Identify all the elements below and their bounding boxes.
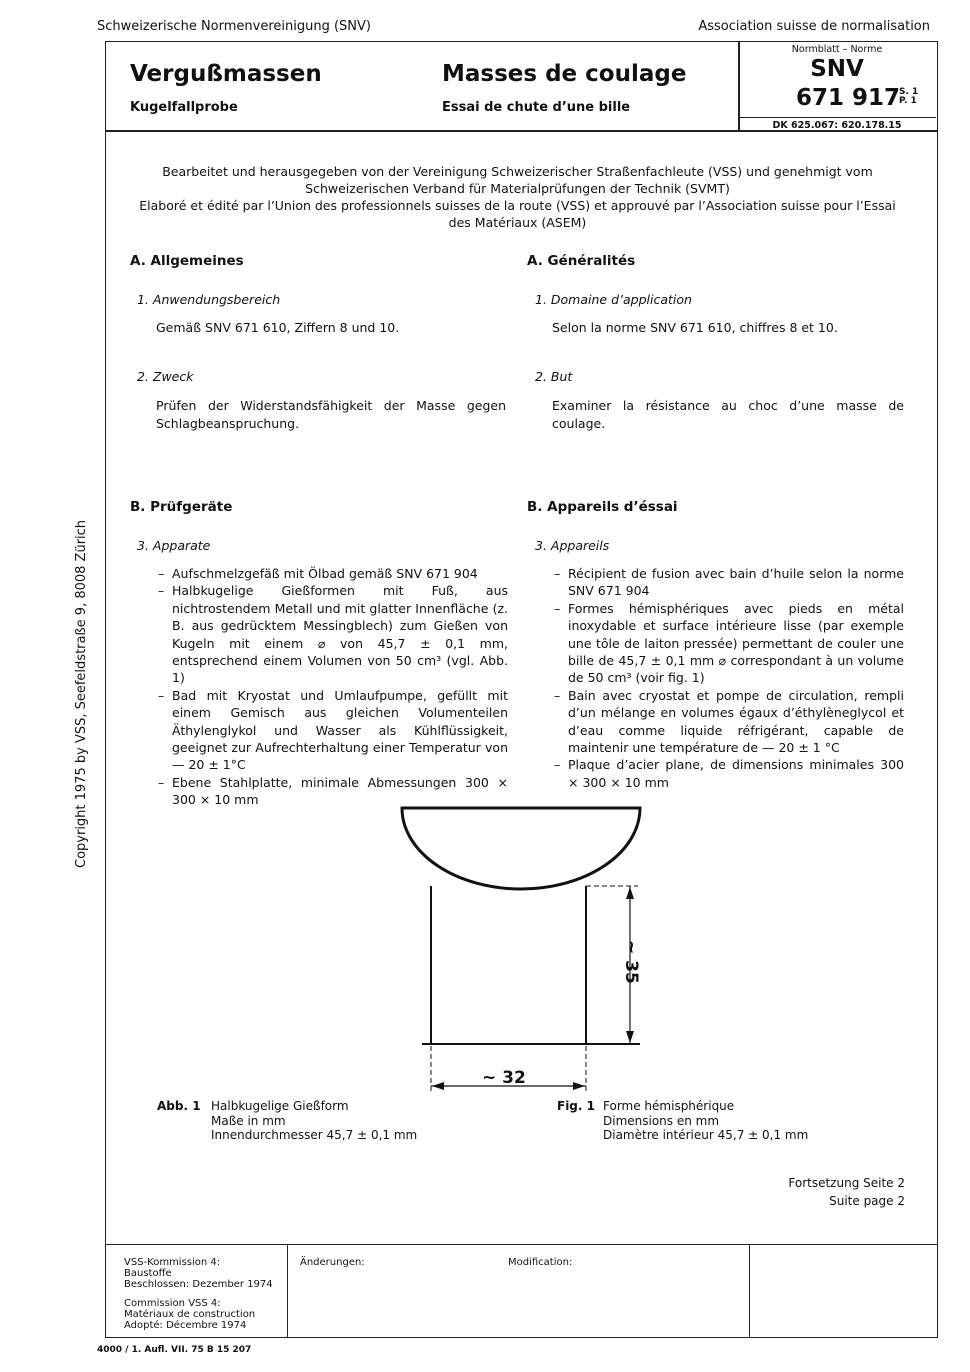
org-name-fr: Association suisse de normalisation	[698, 19, 930, 34]
list-item: – Halbkugelige Gießformen mit Fuß, aus nichtrostendem Metall und mit glatter Innenfläche (z. B. aus gedrücktem Messingblech) zum Gießen von Kugeln mit einem ⌀ von 45,7 ± 0,1 mm, entsprechend einem Volumen von 50 cm³ (vgl. Abb. 1)	[158, 583, 508, 686]
sheet-s: S. 1	[899, 87, 919, 97]
print-info: 4000 / 1. Aufl. VII. 75 B 15 207	[97, 1345, 252, 1355]
list-item-text: Formes hémisphériques avec pieds en métal inoxydable et surface intérieure lisse (par exemple une tôle de laiton pressée) permettant de couler une bille de 45,7 ± 0,1 mm ⌀ correspondant à un volume de 50 cm³ (voir fig. 1)	[568, 600, 904, 686]
list-item: – Récipient de fusion avec bain d’huile selon la norme SNV 671 904	[554, 566, 904, 599]
subtitle-fr: Essai de chute d’une bille	[442, 100, 631, 115]
vss-commission-de	[124, 1257, 273, 1290]
list-item: – Formes hémisphériques avec pieds en métal inoxydable et surface intérieure lisse (par exemple une tôle de laiton pressée) permettant de couler une bille de 45,7 ± 0,1 mm ⌀ correspondant à un volume de 50 cm³ (voir fig. 1)	[554, 600, 904, 686]
section-b-de: B. Prüfgeräte	[130, 499, 233, 515]
dim-height-label	[585, 940, 641, 1020]
vss-fr-line: Commission VSS 4:	[124, 1298, 221, 1309]
list-item: – Ebene Stahlplatte, minimale Abmessungen 300 × 300 × 10 mm	[158, 774, 508, 808]
list-item-text: Récipient de fusion avec bain d’huile selon la norme SNV 671 904	[568, 566, 904, 599]
intro-fr: Elaboré et édité par l’Union des professionnels suisses de la route (VSS) et approuvé par l’Association suisse pour l’Essai des Matériaux (ASEM)	[139, 198, 896, 230]
list-item: – Bad mit Kryostat und Umlaufpumpe, gefüllt mit einem Gemisch aus gleichen Volumenteilen Äthylenglykol und Wasser als Kühlflüssigkeit, geeignet zur Aufrechterhaltung einer Temperatur von — 20 ± 1°C	[158, 687, 508, 773]
hemisphere-shape	[402, 808, 640, 889]
caption-fr-line: Diamètre intérieur 45,7 ± 0,1 mm	[603, 1128, 809, 1142]
dim-height-text: ~ 35	[621, 940, 641, 984]
caption-de-line: Maße in mm	[211, 1113, 286, 1128]
caption-de-line: Halbkugelige Gießform	[211, 1099, 349, 1113]
sheet-p: P. 1	[899, 96, 917, 106]
para-1-de: Gemäß SNV 671 610, Ziffern 8 und 10.	[156, 320, 400, 335]
sheet-number	[899, 88, 918, 106]
caption-de	[211, 1099, 417, 1143]
apparatus-list-fr	[554, 565, 904, 791]
caption-de-line: Innendurchmesser 45,7 ± 0,1 mm	[211, 1128, 418, 1142]
norm-number: 671 917	[796, 85, 901, 111]
vss-de-line: Baustoffe	[124, 1268, 172, 1279]
list-item: – Bain avec cryostat et pompe de circulation, rempli d’un mélange en volumes égaux d’éthylèneglycol et d’eau comme liquide réfrigérant, capable de maintenir une température de — 20 ± 1 °C	[554, 687, 904, 756]
continuation-note	[788, 1174, 905, 1210]
vss-de-line: Beschlossen: Dezember 1974	[124, 1279, 273, 1290]
snv-label: SNV	[810, 56, 864, 82]
arrow-up	[626, 887, 634, 899]
normblatt-label: Normblatt – Norme	[791, 44, 883, 55]
heading-3-de: 3. Apparate	[137, 538, 211, 553]
continuation-fr: Suite page 2	[829, 1194, 905, 1208]
heading-1-de: 1. Anwendungsbereich	[137, 292, 281, 307]
caption-fr-line: Dimensions en mm	[603, 1113, 720, 1128]
vss-fr-line: Matériaux de construction	[124, 1309, 256, 1320]
footer-top-line	[105, 1244, 938, 1245]
footer-divider-1	[287, 1244, 288, 1337]
intro-de: Bearbeitet und herausgegeben von der Vereinigung Schweizerischer Straßenfachleute (VSS) und genehmigt vom Schweizerischen Verband für Materialprüfungen der Technik (SVMT)	[162, 164, 873, 196]
heading-2-fr: 2. But	[535, 369, 573, 384]
vss-fr-line: Adopté: Décembre 1974	[124, 1320, 247, 1331]
subtitle-de: Kugelfallprobe	[130, 100, 238, 115]
list-item-text: Plaque d’acier plane, de dimensions minimales 300 × 300 × 10 mm	[568, 757, 904, 790]
heading-3-fr: 3. Appareils	[535, 538, 610, 553]
changes-label-de: Änderungen:	[300, 1257, 365, 1268]
arrow-right	[573, 1082, 585, 1090]
title-fr: Masses de coulage	[442, 61, 687, 87]
mold-drawing	[390, 800, 660, 1095]
list-item: – Aufschmelzgefäß mit Ölbad gemäß SNV 671 904	[158, 566, 478, 581]
heading-1-fr: 1. Domaine d’application	[535, 292, 692, 307]
caption-label-de: Abb. 1	[157, 1099, 201, 1113]
changes-label-fr: Modification:	[508, 1257, 573, 1268]
dim-width-label: ~ 32	[482, 1068, 526, 1088]
list-item-text: Bad mit Kryostat und Umlaufpumpe, gefüllt mit einem Gemisch aus gleichen Volumenteilen Äthylenglykol und Wasser als Kühlflüssigkeit, geeignet zur Aufrechterhaltung einer Temperatur von — 20 ± 1°C	[172, 687, 508, 773]
org-name-de: Schweizerische Normenvereinigung (SNV)	[97, 19, 371, 34]
list-item-text: Bain avec cryostat et pompe de circulation, rempli d’un mélange en volumes égaux d’éthylèneglycol et d’eau comme liquide réfrigérant, capable de maintenir une température de — 20 ± 1 °C	[568, 687, 904, 756]
arrow-down	[626, 1031, 634, 1043]
title-de: Vergußmassen	[130, 61, 322, 87]
intro-text	[130, 163, 905, 231]
section-a-fr: A. Généralités	[527, 253, 636, 269]
caption-fr-line: Forme hémisphérique	[603, 1099, 735, 1113]
para-2-de: Prüfen der Widerstandsfähigkeit der Masse gegen Schlagbeanspruchung.	[156, 398, 506, 431]
caption-label-fr: Fig. 1	[557, 1099, 595, 1113]
apparatus-list-de	[158, 565, 508, 809]
dk-classification: DK 625.067: 620.178.15	[772, 120, 902, 131]
copyright-note: Copyright 1975 by VSS, Seefeldstraße 9, 8008 Zürich	[74, 519, 89, 868]
para-1-fr: Selon la norme SNV 671 610, chiffres 8 et 10.	[552, 320, 838, 335]
continuation-de: Fortsetzung Seite 2	[788, 1176, 905, 1190]
vss-commission-fr	[124, 1298, 255, 1331]
vss-de-line: VSS-Kommission 4:	[124, 1257, 221, 1268]
arrow-left	[432, 1082, 444, 1090]
list-item: – Plaque d’acier plane, de dimensions minimales 300 × 300 × 10 mm	[554, 757, 904, 790]
list-item-text: Ebene Stahlplatte, minimale Abmessungen 300 × 300 × 10 mm	[172, 774, 508, 808]
list-item-text: Halbkugelige Gießformen mit Fuß, aus nichtrostendem Metall und mit glatter Innenfläche (z. B. aus gedrücktem Messingblech) zum Gießen von Kugeln mit einem ⌀ von 45,7 ± 0,1 mm, entsprechend einem Volumen von 50 cm³ (vgl. Abb. 1)	[172, 583, 508, 686]
heading-2-de: 2. Zweck	[137, 369, 194, 384]
footer-divider-2	[749, 1244, 750, 1337]
dk-divider	[738, 117, 936, 118]
caption-fr	[603, 1099, 808, 1143]
section-a-de: A. Allgemeines	[130, 253, 244, 269]
section-b-fr: B. Appareils d’éssai	[527, 499, 678, 515]
para-2-fr: Examiner la résistance au choc d’une masse de coulage.	[552, 398, 904, 431]
list-item-text: Aufschmelzgefäß mit Ölbad gemäß SNV 671 904	[172, 566, 478, 581]
